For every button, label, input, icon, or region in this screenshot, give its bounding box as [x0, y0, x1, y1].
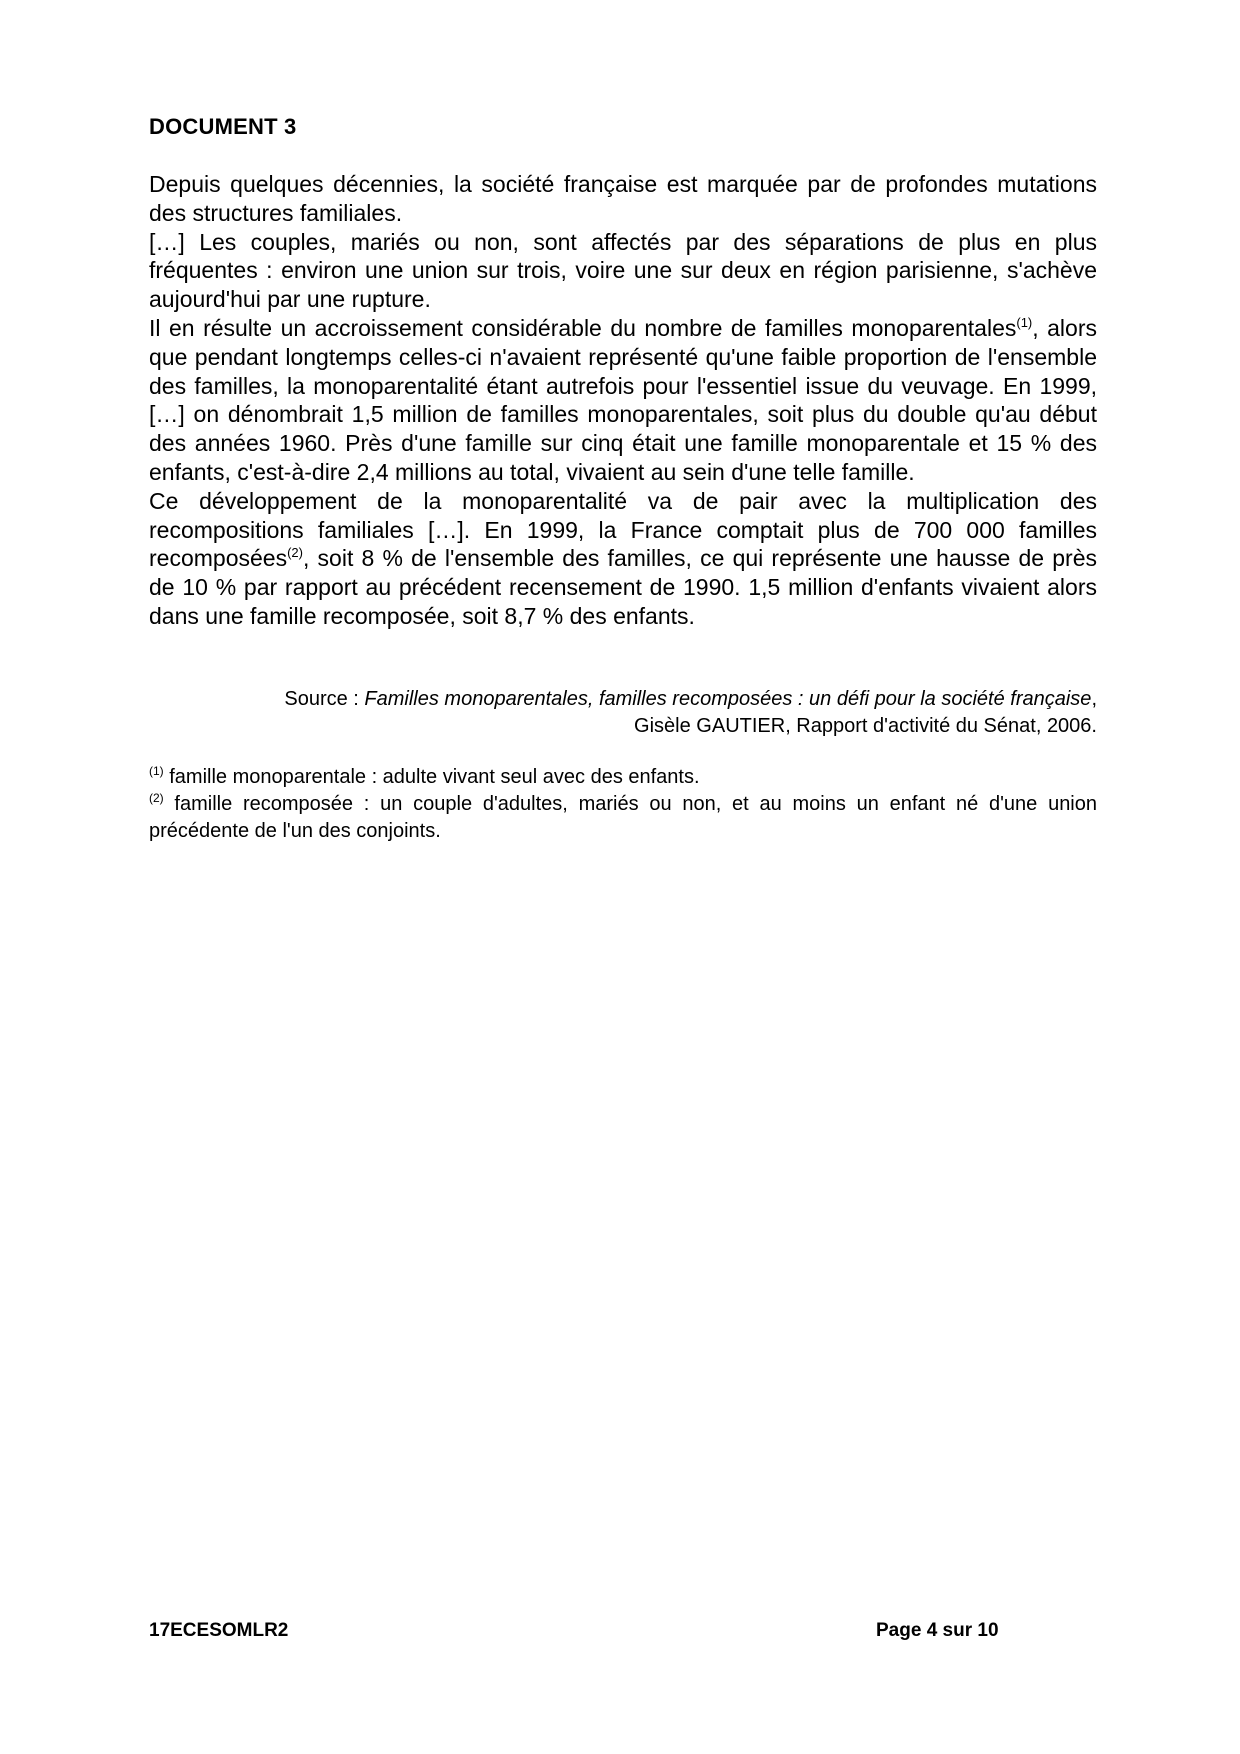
footnotes: [149, 764, 1097, 845]
paragraph-4: [149, 487, 1097, 631]
footer-exam-code: 17ECESOMLR2: [149, 1620, 289, 1641]
source-title: Familles monoparentales, familles recomposées : un défi pour la société française: [364, 688, 1092, 710]
paragraph-2: [149, 228, 1097, 314]
footnote-ref-2: (2): [287, 545, 303, 561]
source-line-2: Gisèle GAUTIER, Rapport d'activité du Sénat, 2006.: [634, 715, 1097, 737]
footnote-1-marker: (1): [149, 764, 164, 778]
footnote-2-text: famille recomposée : un couple d'adultes, mariés ou non, et au moins un enfant né d'une union précédente de l'un des conjoints.: [149, 793, 1097, 842]
source-citation: [149, 686, 1097, 740]
footnote-ref-1: (1): [1016, 314, 1033, 330]
source-line-1: [149, 686, 1097, 713]
footnote-1: [149, 764, 1097, 791]
paragraph-3-text-after: , alors que pendant longtemps celles-ci n'avaient représenté qu'une faible proportion de l'ensemble des familles, la monoparentalité étant autrefois pour l'essentiel issue du veuvage. En 1999, […] on dénombrait 1,5 million de familles monoparentales, soit plus du double qu'au début des années 1960. Près d'une famille sur cinq était une famille monoparentale et 15 % des enfants, c'est-à-dire 2,4 millions au total, vivaient au sein d'une telle famille.: [149, 314, 1097, 485]
paragraph-4-text-before: Ce développement de la monoparentalité va de pair avec la multiplication des recompositions familiales […]. En 1999, la France comptait plus de 700 000 familles recomposées: [149, 487, 1097, 572]
paragraph-2-text: […] Les couples, mariés ou non, sont affectés par des séparations de plus en plus fréquentes : environ une union sur trois, voire une sur deux en région parisienne, s'achève aujourd'hui par une rupture.: [149, 228, 1097, 313]
source-title-suffix: ,: [1091, 688, 1097, 710]
footnote-2: [149, 791, 1097, 845]
source-prefix: Source :: [284, 688, 365, 710]
footnote-1-text: famille monoparentale : adulte vivant seul avec des enfants.: [163, 766, 700, 788]
paragraph-4-text-after: , soit 8 % de l'ensemble des familles, ce qui représente une hausse de près de 10 % par rapport au précédent recensement de 1990. 1,5 million d'enfants vivaient alors dans une famille recomposée, soit 8,7 % des enfants.: [149, 545, 1097, 629]
footer-page-number: Page 4 sur 10: [876, 1620, 999, 1641]
document-title: DOCUMENT 3: [149, 114, 297, 139]
paragraph-1: [149, 170, 1097, 228]
paragraph-3: [149, 314, 1097, 487]
document-body: [149, 170, 1097, 631]
footnote-2-marker: (2): [149, 791, 164, 805]
paragraph-3-text-before: Il en résulte un accroissement considérable du nombre de familles monoparentales: [149, 314, 1017, 341]
paragraph-1-text: Depuis quelques décennies, la société française est marquée par de profondes mutations des structures familiales.: [149, 171, 1097, 226]
